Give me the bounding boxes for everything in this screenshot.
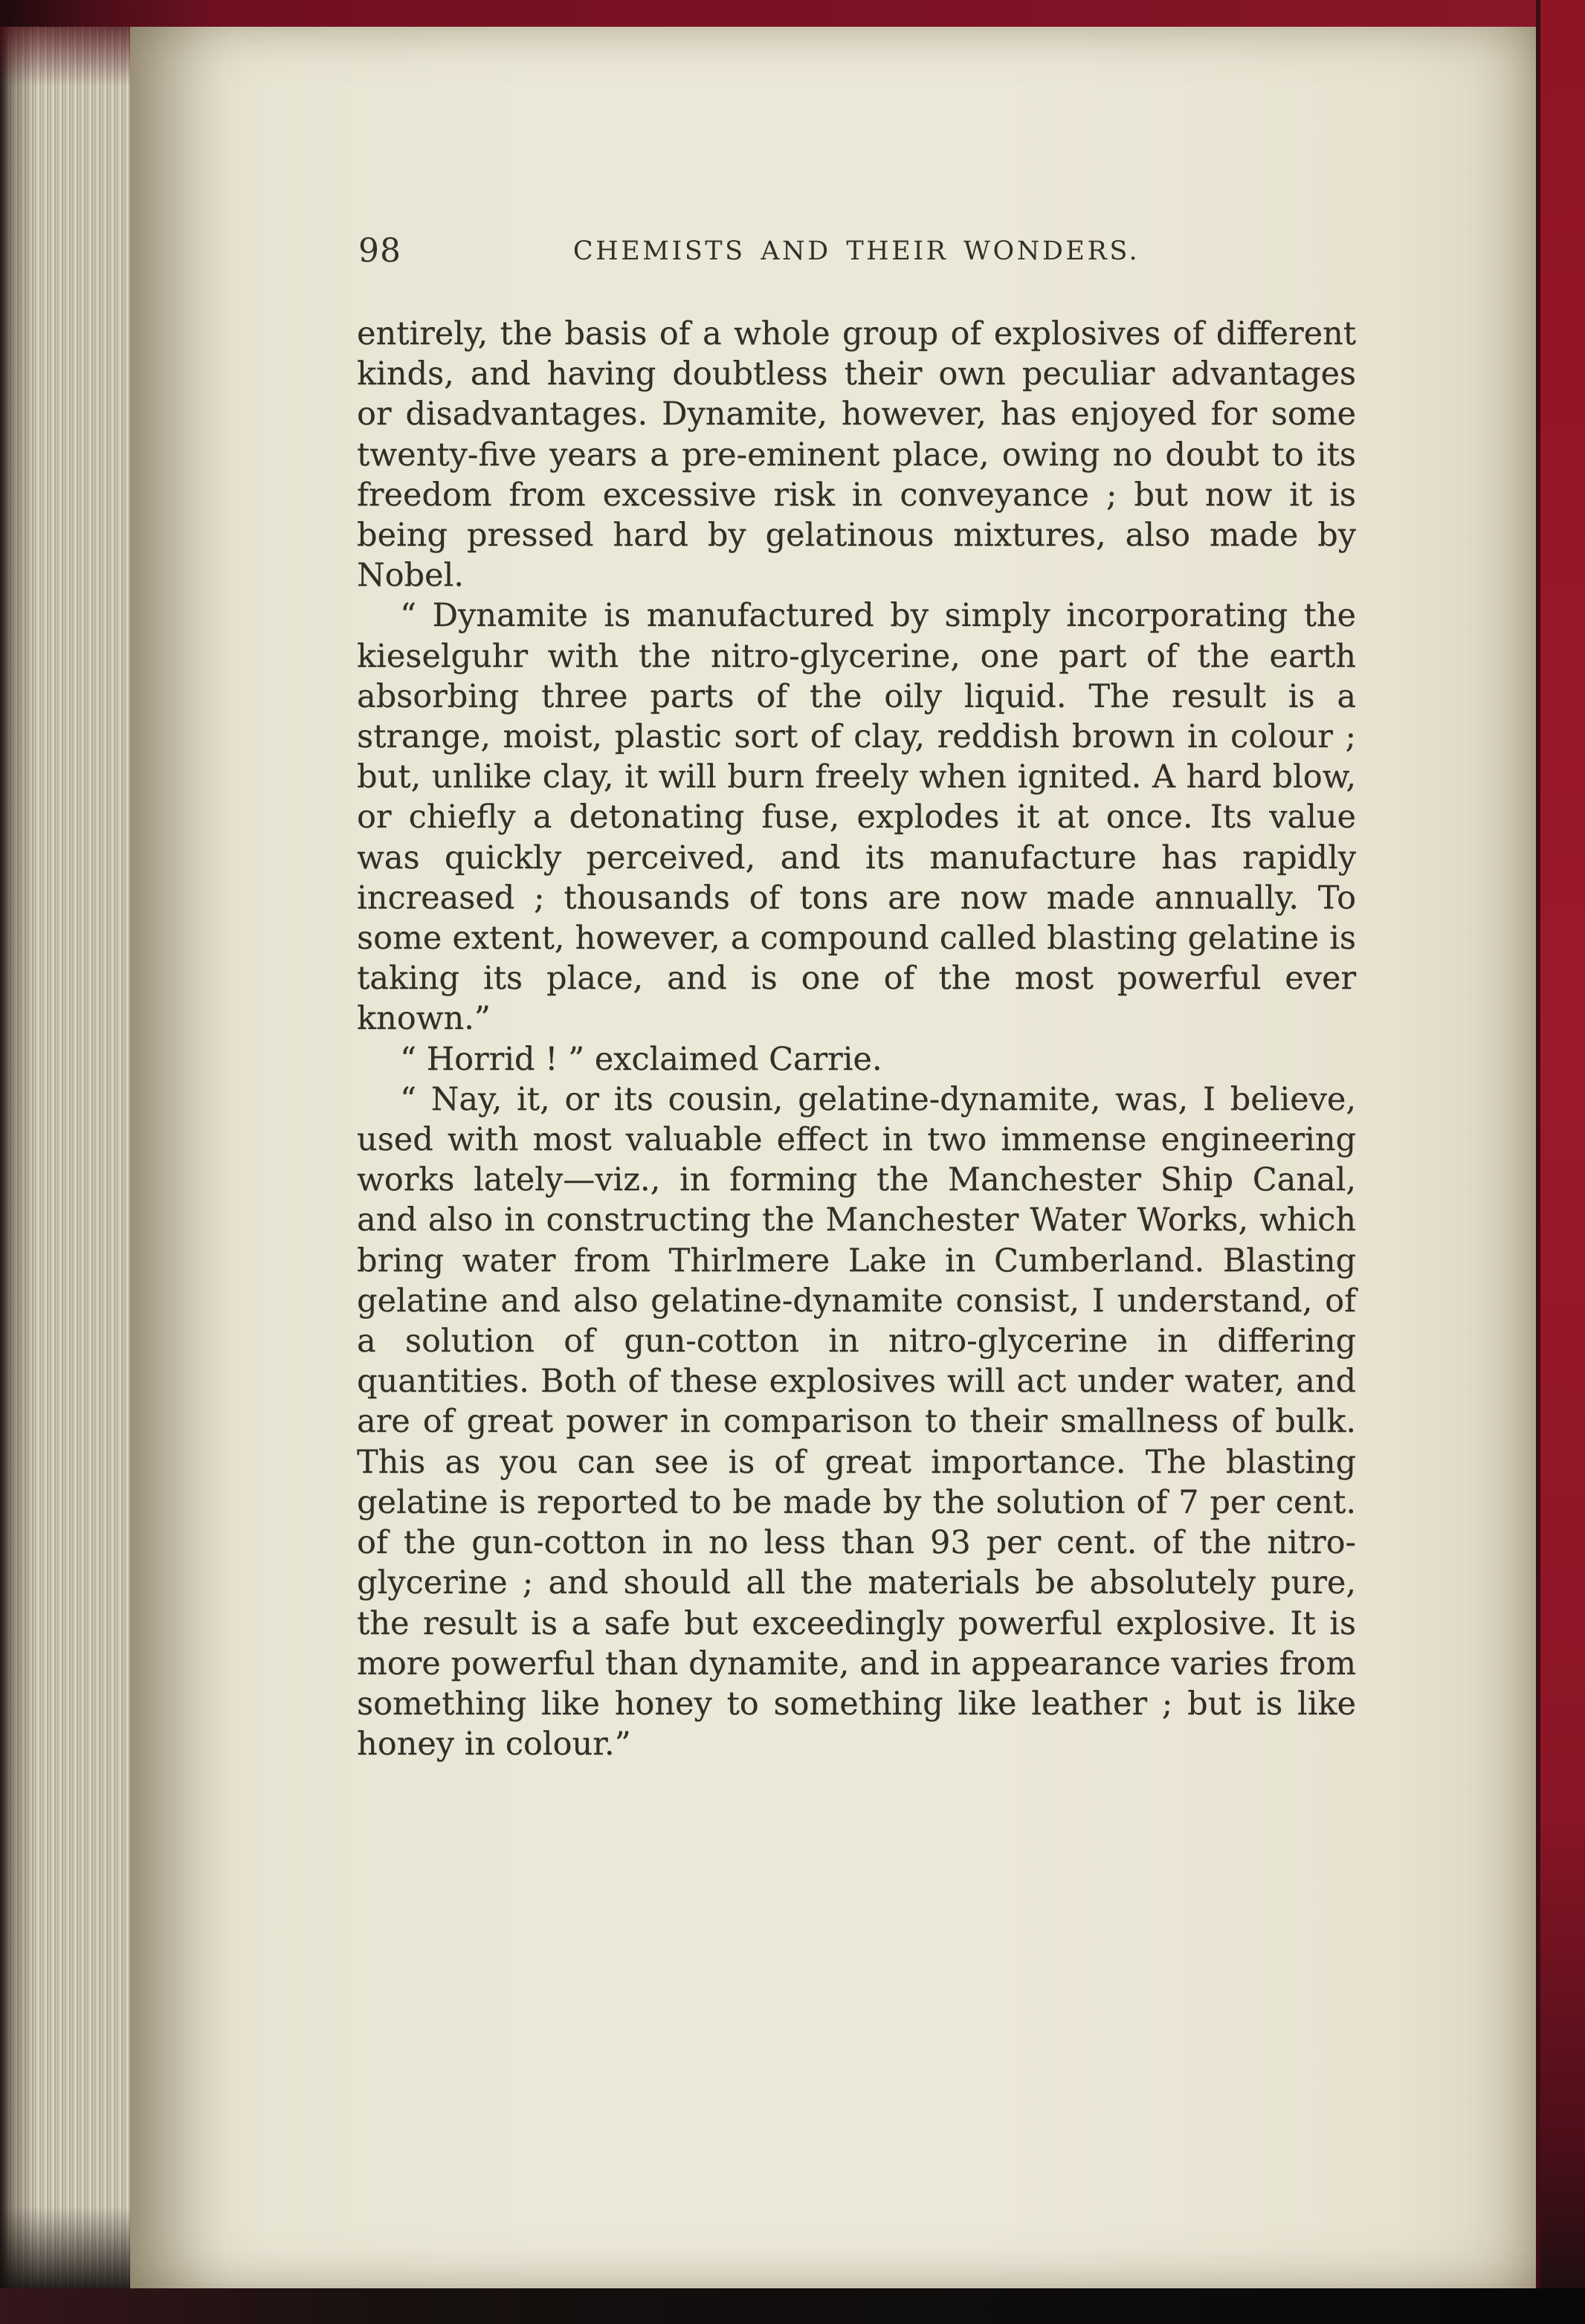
paragraph-horrid-exclamation: “ Horrid ! ” exclaimed Carrie. <box>400 1040 882 1078</box>
page-header <box>357 232 1356 270</box>
book-page <box>130 27 1536 2288</box>
book-cover-right-edge <box>1536 0 1585 2324</box>
page-number: 98 <box>358 232 401 270</box>
text-block <box>357 314 1356 1764</box>
running-header: CHEMISTS AND THEIR WONDERS. <box>572 236 1140 266</box>
book-cover-bottom-edge <box>0 2288 1585 2324</box>
paragraph-nay-quote: “ Nay, it, or its cousin, gelatine-dynamite, was, I believe, used with most valuable effect in two immense engineering works lately—viz., in forming the Manchester Ship Canal, and also in constructing the Manchester Water Works, which bring water from Thirlmere Lake in Cumberland. Blasting gelatine and also gelatine-dynamite consist, I understand, of a solution of gun-cotton in nitro-glycerine in differing quantities. Both of these explosives will act under water, and are of great power in comparison to their smallness of bulk. This as you can see is of great importance. The blasting gelatine is reported to be made by the solution of 7 per cent. of the gun-cotton in no less than 93 per cent. of the nitro-glycerine ; and should all the materials be absolutely pure, the result is a safe but exceedingly powerful explosive. It is more powerful than dynamite, and in appearance varies from something like honey to something like leather ; but is like honey in colour.” <box>357 1080 1356 1763</box>
book-cover-top-edge <box>0 0 1585 27</box>
paragraph-continuation: entirely, the basis of a whole group of explosives of different kinds, and having doubtless their own peculiar advantages or disadvantages. Dynamite, however, has enjoyed for some twenty-five years a pre-eminent place, owing no doubt to its freedom from excessive risk in conveyance ; but now it is being pressed hard by gelatinous mixtures, also made by Nobel. <box>357 315 1356 595</box>
page-stack-edges <box>0 27 130 2288</box>
paragraph-dynamite-quote: “ Dynamite is manufactured by simply incorporating the kieselguhr with the nitro-glycerine, one part of the earth absorbing three parts of the oily liquid. The result is a strange, moist, plastic sort of clay, reddish brown in colour ; but, unlike clay, it will burn freely when ignited. A hard blow, or chiefly a detonating fuse, explodes it at once. Its value was quickly perceived, and its manufacture has rapidly increased ; thousands of tons are now made annually. To some extent, however, a compound called blasting gelatine is taking its place, and is one of the most powerful ever known.” <box>357 597 1356 1038</box>
